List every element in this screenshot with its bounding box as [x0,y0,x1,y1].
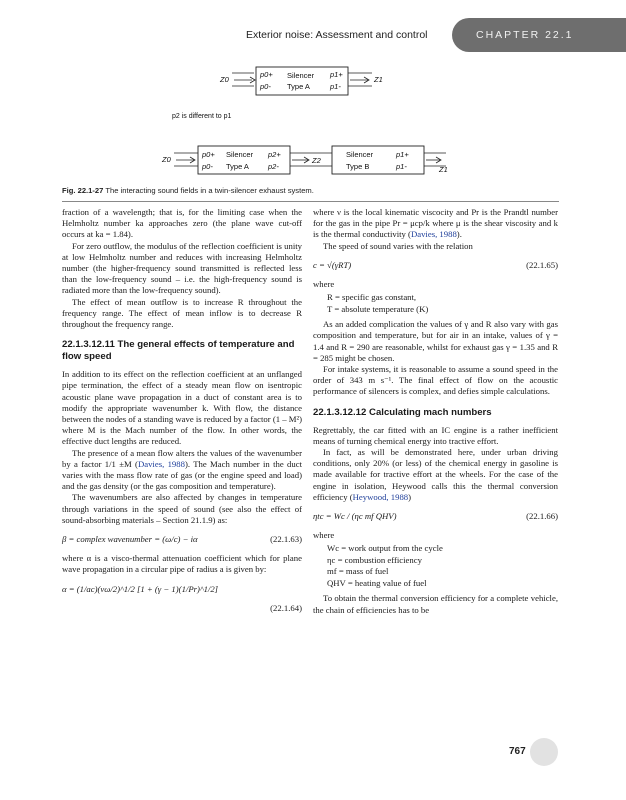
bottom-silencer-a: Silencer [226,150,254,159]
left-para-5b: ). The Mach number in the duct varies with the mass flow rate of gas (or the engine speed and load) and the gas density (or the gas composition and temperature). [62,458,303,492]
right-para-4: For intake systems, it is reasonable to assume a sound speed in the order of 343 m s⁻¹. The final effect of flow on the acoustic performance of silencers is complex, and defies simple calculations. [313,364,558,397]
top-z0: Z0 [220,75,229,84]
left-para-3: The effect of mean outflow is to increase R throughout the frequency range. The effect of mean inflow is to decrease R throughout the frequency range. [62,296,302,330]
figure-caption [62,186,314,195]
where-2: where [313,530,335,541]
figure-note: p2 is different to p1 [172,113,232,120]
bottom-type-b: Type B [346,162,370,171]
running-title: Exterior noise: Assessment and control [246,29,428,41]
right-para-1b: ). [456,229,462,240]
page-number: 767 [509,746,526,757]
silencer-diagram [150,62,450,184]
right-para-1a: where ν is the local kinematic viscocity and Pr is the Prandtl number for the gas in the pipe Pr = μcp/k where μ is the shear viscosity and k is the thermal conductivity ( [313,207,558,240]
bottom-p2m: p2- [268,162,279,171]
bottom-p1m: p1- [396,162,407,171]
top-type: Type A [287,82,310,91]
bottom-p0p: p0+ [202,150,215,159]
left-para-5a: The presence of a mean flow alters the values of the wavenumber by a factor 1/1 ±M ( [62,447,302,469]
bottom-p1p: p1+ [396,150,409,159]
top-p1m: p1- [330,82,341,91]
caption-label: Fig. 22.1-27 [62,186,104,195]
equation-22-1-64 [62,584,302,595]
top-p0m: p0- [260,82,271,91]
right-column [313,207,558,616]
eq66-body: ηtc = Wc / (ηc mf QHV) [313,511,397,522]
caption-text: The interacting sound fields in a twin-silencer exhaust system. [105,186,314,195]
bottom-p2p: p2+ [268,150,281,159]
bottom-p0m: p0- [202,162,213,171]
caption-rule [62,201,559,202]
right-para-1 [313,207,558,241]
def-etac: ηc = combustion efficiency [327,554,422,565]
equation-22-1-65 [313,260,558,271]
left-para-6: The wavenumbers are also affected by changes in temperature through variations in the speed of sound (see also the effect of sound-absorbing materials – Section 21.1.9) as: [62,492,302,525]
top-silencer: Silencer [287,71,315,80]
eq63-lhs: β = complex wavenumber = [62,534,161,545]
citation-davies[interactable]: Davies, 1988 [137,458,185,469]
bottom-silencer-b: Silencer [346,150,374,159]
eq65-number: (22.1.65) [526,259,558,270]
citation-davies-2[interactable]: Davies, 1988 [410,229,457,240]
bottom-z0: Z0 [162,155,171,164]
citation-heywood[interactable]: Heywood, 1988 [352,491,409,502]
right-para-6 [313,447,558,503]
section-heading-12: 22.1.3.12.12 Calculating mach numbers [313,406,492,418]
right-para-3: As an added complication the values of γ and R also vary with gas composition and temperature, but for air in an intake, values of γ = 1.4 and R = 290 are reasonable, whilst for exhaust gas γ = 1.35 and R = 285 might be chosen. [313,319,558,363]
bottom-system [161,146,448,174]
eq63-number: (22.1.63) [270,534,302,545]
top-p0p: p0+ [260,70,273,79]
bottom-type-a: Type A [226,162,249,171]
chapter-tab: CHAPTER 22.1 [452,18,626,52]
def-t: T = absolute temperature (K) [327,303,429,314]
left-para-2: For zero outflow, the modulus of the reflection coefficient is unity at low Helmholtz number and reduces with increasing Helmholtz number (the higher-frequency sound transmitted is reflected less than the low-frequency sound – i.e. the high-frequency sound is radiated more than the low-frequency sound). [62,240,302,296]
bottom-z1: Z1 [439,165,448,174]
section-heading-11: 22.1.3.12.11 The general effects of temperature and flow speed [62,339,295,363]
bottom-z2: Z2 [312,156,321,165]
eq66-number: (22.1.66) [526,511,558,522]
definitions-1 [327,292,558,315]
equation-22-1-66 [313,511,558,522]
def-mf: mf = mass of fuel [327,566,389,577]
def-wc: Wc = work output from the cycle [327,543,443,554]
left-column [62,207,302,614]
definitions-2 [327,543,558,589]
equation-22-1-63 [62,534,302,545]
where-1: where [313,279,335,290]
eq64-body: α = (1/ac)(νω/2)^1/2 [1 + (γ − 1)(1/Pr)^1/2] [62,583,219,594]
eq64-number: (22.1.64) [270,602,302,613]
right-para-6a: In fact, as will be demonstrated here, under urban driving conditions, only 20% (or less) of the chemical energy in gasoline is made available for tractive effort at the wheels. For the case of the engine in isolation, Heywood calls this the thermal conversion efficiency ( [313,447,558,502]
def-r: R = specific gas constant, [327,292,417,303]
page-number-bubble [530,738,558,766]
top-p1p: p1+ [330,70,343,79]
left-para-1: fraction of a wavelength; that is, for the limiting case when the Helmholtz number ka approaches zero (the plane wave cut-off occurs at ka = 1.84). [62,207,302,240]
right-para-6b: ) [408,491,412,502]
top-z1: Z1 [374,75,383,84]
def-qhv: QHV = heating value of fuel [327,577,427,588]
left-para-5 [62,448,302,493]
top-system [219,67,383,95]
right-para-5: Regrettably, the car fitted with an IC engine is a rather inefficient means of turning chemical energy into tractive effort. [313,424,558,446]
eq65-body: c = √(γRT) [313,259,352,270]
left-para-4: In addition to its effect on the reflection coefficient at an unflanged pipe termination, the effect of a steady mean flow on isentropic acoustic plane wave propagation in a duct of constant area is to modify the appropriate wavenumber k. With flow, the distance between the nodes of a standing wave is reduced by a factor (1 – M²) where M is the Mach number of the flow. In other words, the effective duct lengths are reduced. [62,369,302,447]
left-para-7: where α is a visco-thermal attenuation coefficient which for plane wave propagation in a circular pipe of radius a is given by: [62,553,302,575]
right-para-7: To obtain the thermal conversion efficiency for a complete vehicle, the chain of efficiencies has to be [313,593,558,615]
eq63-rhs: (ω/c) − iα [162,534,198,545]
right-para-2: The speed of sound varies with the relation [323,240,473,251]
